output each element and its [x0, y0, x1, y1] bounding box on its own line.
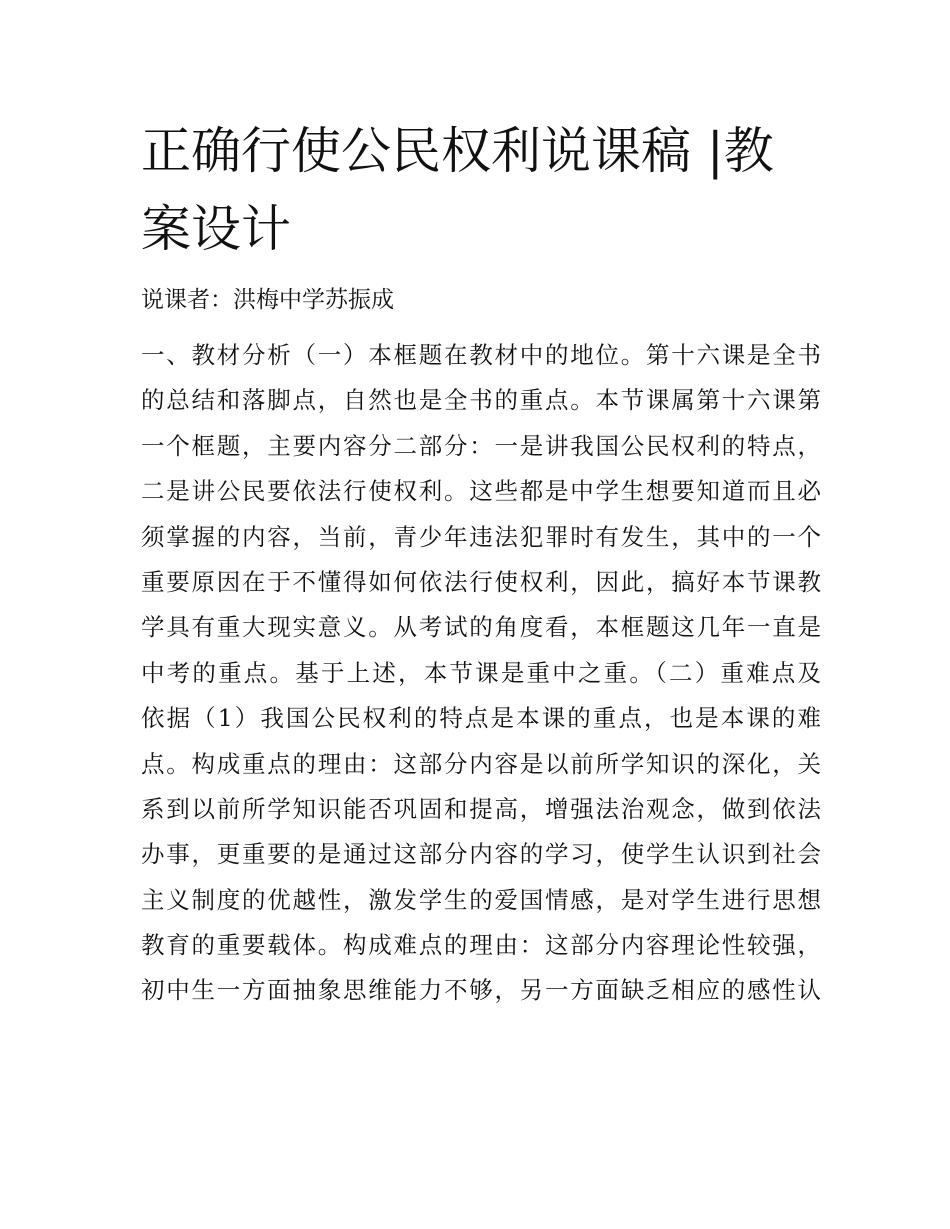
body-line: 初中生一方面抽象思维能力不够，另一方面缺乏相应的感性认 [141, 976, 821, 1005]
body-line: 系到以前所学知识能否巩固和提高，增强法治观念，做到依法 [141, 794, 821, 823]
body-line: 办事，更重要的是通过这部分内容的学习，使学生认识到社会 [141, 840, 821, 869]
body-line: 依据（1）我国公民权利的特点是本课的重点，也是本课的难 [141, 704, 821, 733]
body-line: 一、教材分析（一）本框题在教材中的地位。第十六课是全书 [141, 341, 821, 369]
body-line: 点。构成重点的理由：这部分内容是以前所学知识的深化，关 [141, 749, 821, 778]
body-line: 学具有重大现实意义。从考试的角度看，本框题这几年一直是 [141, 613, 821, 642]
body-line: 中考的重点。基于上述，本节课是重中之重。（二）重难点及 [141, 658, 821, 687]
title-line: 案设计 [141, 200, 291, 258]
title-line: 正确行使公民权利说课稿 |教 [141, 122, 774, 180]
body-line: 二是讲公民要依法行使权利。这些都是中学生想要知道而且必 [141, 477, 821, 506]
document-title [141, 112, 821, 268]
body-line: 的总结和落脚点，自然也是全书的重点。本节课属第十六课第 [141, 386, 821, 415]
body-line: 一个框题，主要内容分二部分：一是讲我国公民权利的特点， [141, 431, 821, 460]
body-line: 主义制度的优越性，激发学生的爱国情感，是对学生进行思想 [141, 885, 821, 914]
body-line: 教育的重要载体。构成难点的理由：这部分内容理论性较强， [141, 931, 821, 960]
author-line: 说课者：洪梅中学苏振成 [141, 287, 394, 313]
body-line: 须掌握的内容，当前，青少年违法犯罪时有发生，其中的一个 [141, 522, 821, 551]
body-line: 重要原因在于不懂得如何依法行使权利，因此，搞好本节课教 [141, 567, 821, 596]
body-paragraph [141, 333, 821, 1014]
